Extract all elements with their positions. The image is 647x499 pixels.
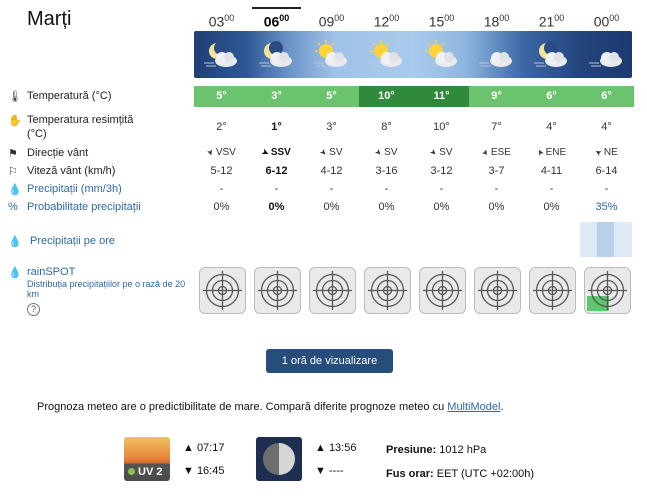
pressure (386, 444, 486, 456)
feels-like-unit: (°C) (27, 128, 47, 140)
feels-like-label: Temperatura resimțită (27, 114, 134, 126)
precip-probability-cell: 0% (213, 201, 230, 213)
wind-arrow-icon: ➤ (260, 147, 271, 158)
precip-probability-cell: 35% (595, 201, 618, 213)
pressure-value: 1012 hPa (439, 444, 487, 456)
wind-speed-cell: 6-14 (595, 165, 618, 177)
temperature-cell: 5° (194, 86, 249, 107)
rainspot-map[interactable] (584, 267, 631, 314)
hour-label (414, 13, 469, 30)
minute-value: 00 (224, 13, 235, 23)
precipitation-cell: - (604, 183, 609, 195)
timezone (386, 468, 534, 480)
wind-direction-cell (249, 147, 304, 158)
wind-speed-cell: 3-16 (375, 165, 398, 177)
wind-flag-icon: ⚐ (8, 166, 18, 178)
hand-icon: ✋ (8, 115, 22, 127)
precipitation-cell: - (494, 183, 499, 195)
timezone-value: EET (UTC +02:00h) (436, 468, 535, 480)
raindrop-icon: 💧 (8, 267, 22, 279)
cloud-sun-icon (312, 39, 350, 69)
precip-probability-cell: 0% (323, 201, 340, 213)
temperature-cell: 11° (414, 86, 469, 107)
hour-label (524, 13, 579, 30)
feels-like-cell: 4° (601, 121, 612, 133)
hour-label (579, 13, 634, 30)
wind-arrow-icon: ➤ (373, 146, 385, 159)
temperature-cell: 6° (524, 86, 579, 107)
temperature-cell: 9° (469, 86, 524, 107)
rainspot-map[interactable] (309, 267, 356, 314)
minute-value: 00 (389, 13, 400, 23)
wind-direction-cell (304, 147, 359, 158)
hour-value: 00 (593, 13, 610, 30)
minute-value: 00 (554, 13, 565, 23)
precip-hourly-bar (597, 222, 614, 257)
wind-direction-value: NE (603, 147, 618, 158)
rainspot-description: Distribuția precipitațiilor pe o rază de 20 km (27, 279, 186, 299)
wind-direction-cell (194, 147, 249, 158)
wind-direction-value: ENE (545, 147, 567, 158)
moonrise-time: ▲ 13:56 (315, 442, 357, 454)
cloud-moon-icon (257, 39, 295, 69)
cloud-icon (587, 39, 625, 69)
wind-arrow-icon: ➤ (593, 146, 604, 159)
hour-value: 09 (318, 13, 335, 30)
sunset-time: ▼ 16:45 (183, 465, 225, 477)
feels-like-cell: 4° (546, 121, 557, 133)
predictability-note (37, 401, 504, 413)
sky-strip (194, 31, 632, 78)
wind-direction-cell (469, 147, 524, 158)
precip-probability-cell: 0% (488, 201, 505, 213)
hour-label (249, 13, 304, 30)
minute-value: 00 (499, 13, 510, 23)
wind-direction-value: VSV (215, 147, 236, 158)
wind-arrow-icon: ➤ (480, 147, 491, 158)
wind-direction-cell (579, 147, 634, 158)
rainspot-label[interactable]: rainSPOT (27, 266, 76, 278)
temperature-cell: 5° (304, 86, 359, 107)
precipitation-label[interactable]: Precipitații (mm/3h) (27, 183, 122, 195)
precipitation-cell: - (329, 183, 334, 195)
sun-cloud-icon (422, 39, 460, 69)
precip-probability-cell: 0% (543, 201, 560, 213)
hour-value: 21 (538, 13, 555, 30)
minute-value: 00 (609, 13, 620, 23)
minute-value: 00 (279, 13, 290, 23)
rainspot-map[interactable] (364, 267, 411, 314)
feels-like-cell: 3° (326, 121, 337, 133)
precip-probability-cell: 0% (433, 201, 450, 213)
hour-label (359, 13, 414, 30)
feels-like-cell: 1° (271, 121, 282, 133)
rainspot-map[interactable] (474, 267, 521, 314)
rainspot-map[interactable] (199, 267, 246, 314)
hour-value: 03 (208, 13, 225, 30)
feels-like-cell: 2° (216, 121, 227, 133)
timezone-label: Fus orar: (386, 468, 434, 480)
wind-speed-cell: 4-11 (540, 165, 563, 177)
precipitation-cell: - (439, 183, 444, 195)
rainspot-map[interactable] (254, 267, 301, 314)
rainspot-map[interactable] (529, 267, 576, 314)
cloud-moon-icon (202, 39, 240, 69)
wind-speed-cell: 6-12 (265, 165, 288, 177)
wind-speed-cell: 3-7 (488, 165, 505, 177)
minute-value: 00 (444, 13, 455, 23)
temperature-label: Temperatură (°C) (27, 90, 112, 102)
precipitation-cell: - (274, 183, 279, 195)
precipitation-cell: - (549, 183, 554, 195)
temperature-cell: 6° (579, 86, 634, 107)
uv-dot (128, 468, 135, 475)
wind-direction-value: SSV (270, 147, 291, 158)
note-text: Prognoza meteo are o predictibilitate de mare. Compară diferite prognoze meteo cu (37, 401, 448, 413)
wind-arrow-icon: ➤ (205, 147, 216, 158)
wind-speed-cell: 3-12 (430, 165, 453, 177)
wind-direction-value: SV (329, 147, 343, 158)
hour-label (469, 13, 524, 30)
temperature-cell: 3° (249, 86, 304, 107)
wind-flag-icon: ⚑ (8, 148, 18, 160)
uv-index: UV 2 (138, 466, 163, 478)
multimodel-link[interactable]: MultiModel (447, 401, 501, 413)
cloud-moon-icon (532, 39, 570, 69)
precip-probability-cell: 0% (268, 201, 285, 213)
precip-hourly-bars (580, 222, 632, 257)
hour-value: 15 (428, 13, 445, 30)
minute-value: 00 (334, 13, 345, 23)
pressure-label: Presiune: (386, 444, 437, 456)
wind-speed-cell: 4-12 (320, 165, 343, 177)
wind-arrow-icon: ➤ (534, 147, 546, 158)
wind-direction-cell (414, 147, 469, 158)
rainspot-map[interactable] (419, 267, 466, 314)
feels-like-cell: 7° (491, 121, 502, 133)
precip-probability-cell: 0% (378, 201, 395, 213)
hour-label (194, 13, 249, 30)
sunrise-icon (124, 437, 170, 481)
raindrop-icon: 💧 (8, 184, 22, 196)
feels-like-cell: 10° (433, 121, 450, 133)
wind-direction-cell (359, 147, 414, 158)
wind-arrow-icon: ➤ (318, 146, 330, 159)
day-title: Marți (27, 8, 72, 30)
help-icon[interactable]: ? (27, 303, 40, 316)
hour-value: 18 (483, 13, 500, 30)
hour-label (304, 13, 359, 30)
sunrise-time: ▲ 07:17 (183, 442, 225, 454)
moonset-time: ▼ ---- (315, 465, 344, 477)
wind-direction-value: ESE (490, 147, 511, 158)
wind-direction-label: Direcție vânt (27, 147, 89, 159)
precipitation-cell: - (384, 183, 389, 195)
wind-speed-label: Viteză vânt (km/h) (27, 165, 116, 177)
hour-view-button[interactable]: 1 oră de vizualizare (266, 349, 393, 373)
moon-phase-icon (256, 437, 302, 481)
feels-like-cell: 8° (381, 121, 392, 133)
precip-hourly-label[interactable]: Precipitații pe ore (30, 235, 115, 247)
precipitation-cell: - (219, 183, 224, 195)
cloud-icon (477, 39, 515, 69)
hour-value: 12 (373, 13, 390, 30)
temperature-cell: 10° (359, 86, 414, 107)
precip-probability-label[interactable]: Probabilitate precipitații (27, 201, 141, 213)
sun-cloud-icon (367, 39, 405, 69)
wind-direction-cell (524, 147, 579, 158)
wind-speed-cell: 5-12 (210, 165, 233, 177)
moon-disc (263, 443, 295, 475)
note-end: . (500, 401, 504, 413)
rain-hourly-icon: 💧 (8, 236, 22, 248)
hour-value: 06 (263, 13, 280, 30)
percent-drop-icon: % (8, 201, 18, 213)
wind-direction-value: SV (384, 147, 398, 158)
wind-arrow-icon: ➤ (428, 146, 440, 159)
thermometer-icon: 🌡 (8, 91, 22, 103)
wind-direction-value: SV (439, 147, 453, 158)
